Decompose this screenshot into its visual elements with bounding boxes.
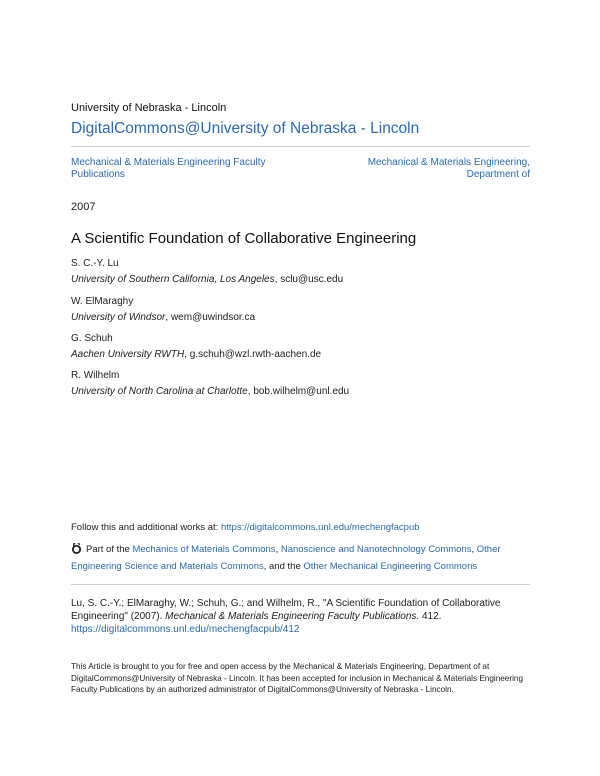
divider: [71, 584, 530, 585]
author-name: S. C.-Y. Lu: [71, 258, 119, 269]
follow-line: [71, 522, 420, 533]
author-email: g.schuh@wzl.rwth-aachen.de: [189, 349, 322, 360]
author-block: S. C.-Y. Lu University of Southern California, Los Angeles, sclu@usc.edu: [71, 258, 344, 285]
citation-number: . 412.: [416, 611, 442, 622]
series-link-department[interactable]: Mechanical & Materials Engineering, Department of: [367, 157, 530, 180]
collection-link[interactable]: https://digitalcommons.unl.edu/mechengfacpub: [220, 522, 420, 533]
repository-link[interactable]: DigitalCommons@University of Nebraska - Lincoln: [71, 120, 420, 137]
author-affiliation: Aachen University RWTH: [71, 349, 185, 360]
author-email: sclu@usc.edu: [280, 274, 344, 285]
author-block: G. Schuh Aachen University RWTH, g.schuh@wzl.rwth-aachen.de: [71, 333, 322, 360]
citation-journal: Mechanical & Materials Engineering Faculty Publications: [165, 611, 417, 622]
divider: [71, 146, 530, 147]
open-access-icon: [71, 543, 82, 554]
discipline-link-mechanics-of-materials[interactable]: Mechanics of Materials Commons: [132, 544, 276, 555]
discipline-link-nanoscience[interactable]: Nanoscience and Nanotechnology Commons: [280, 544, 472, 555]
author-affiliation: University of North Carolina at Charlotte: [71, 386, 248, 397]
author-email: wem@uwindsor.ca: [170, 312, 256, 323]
author-affiliation: University of Southern California, Los Angeles: [71, 274, 275, 285]
recommended-citation: [71, 597, 531, 636]
publication-year: 2007: [71, 201, 96, 213]
access-notice: This Article is brought to you for free and open access by the Mechanical & Materials Engineering, Department of at DigitalCommons@University of Nebraska - Lincoln. It has been accepted for inclusion in Mechanical & Materials Engineering Faculty Publications by an authorized administrator of DigitalCommons@University of Nebraska - Lincoln.: [71, 662, 524, 694]
citation-authors: Lu, S. C.-Y.; ElMaraghy, W.; Schuh, G.; and Wilhelm, R., "A Scientific Foundation of Collaborative Engineering" (2007).: [71, 598, 501, 622]
separator: , and the: [263, 561, 304, 572]
disciplines: [71, 541, 531, 575]
author-block: R. Wilhelm University of North Carolina at Charlotte, bob.wilhelm@unl.edu: [71, 370, 350, 397]
author-name: W. ElMaraghy: [71, 296, 134, 307]
part-of-prefix: Part of the: [86, 544, 133, 555]
separator: ,: [275, 544, 281, 555]
discipline-link-other-mechanical-engineering[interactable]: Other Mechanical Engineering Commons: [303, 561, 478, 572]
separator: ,: [471, 544, 477, 555]
author-name: G. Schuh: [71, 333, 113, 344]
discipline-link-other-engineering-science[interactable]: Other Engineering Science and Materials Commons: [71, 544, 501, 572]
author-name: R. Wilhelm: [71, 370, 120, 381]
author-affiliation: University of Windsor: [71, 312, 166, 323]
series-link-faculty-publications[interactable]: Mechanical & Materials Engineering Faculty Publications: [71, 157, 266, 180]
institution-name: University of Nebraska - Lincoln: [71, 102, 227, 114]
citation-url[interactable]: https://digitalcommons.unl.edu/mechengfacpub/412: [71, 624, 300, 635]
article-title: A Scientific Foundation of Collaborative Engineering: [71, 230, 417, 247]
author-email: bob.wilhelm@unl.edu: [253, 386, 350, 397]
author-block: W. ElMaraghy University of Windsor, wem@uwindsor.ca: [71, 296, 256, 323]
follow-text: Follow this and additional works at:: [71, 522, 221, 533]
